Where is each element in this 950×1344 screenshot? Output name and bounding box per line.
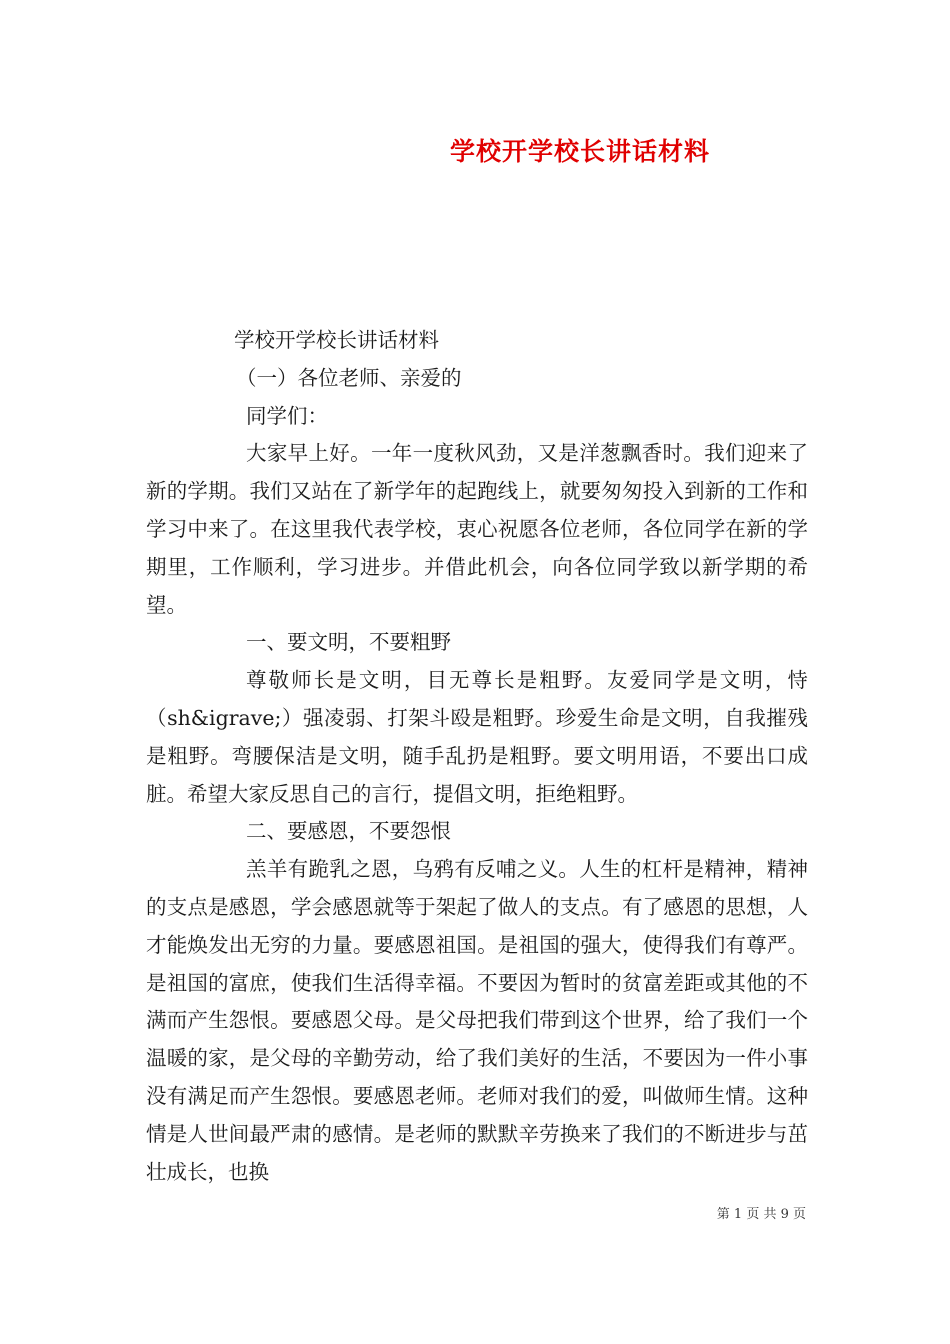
paragraph-intro: 大家早上好。一年一度秋风劲，又是洋葱飘香时。我们迎来了新的学期。我们又站在了新学年的起跑线上，就要匆匆投入到新的工作和学习中来了。在这里我代表学校，衷心祝愿各位老师，各位同学在新的学期里，工作顺利，学习进步。并借此机会，向各位同学致以新学期的希望。 (146, 441, 808, 617)
salutation-line-1: （一）各位老师、亲爱的 (236, 365, 462, 390)
section-1-title: 一、要文明，不要粗野 (246, 630, 451, 655)
page-number: 第 1 页 共 9 页 (716, 1207, 806, 1222)
document-heading: 学校开学校长讲话材料 (234, 328, 439, 352)
page-title: 学校开学校长讲话材料 (449, 137, 710, 166)
salutation-line-2: 同学们： (246, 403, 328, 428)
section-1-body: 尊敬师长是文明，目无尊长是粗野。友爱同学是文明，恃（sh&igrave;）强凌弱、打架斗殴是粗野。珍爱生命是文明，自我摧残是粗野。弯腰保洁是文明，随手乱扔是粗野。要文明用语，不要出口成脏。希望大家反思自己的言行，提倡文明，拒绝粗野。 (146, 668, 808, 806)
document-body (146, 322, 808, 1191)
section-2-body: 羔羊有跪乳之恩，乌鸦有反哺之义。人生的杠杆是精神，精神的支点是感恩，学会感恩就等于架起了做人的支点。有了感恩的思想，人才能焕发出无穷的力量。要感恩祖国。是祖国的强大，使得我们有尊严。是祖国的富庶，使我们生活得幸福。不要因为暂时的贫富差距或其他的不满而产生怨恨。要感恩父母。是父母把我们带到这个世界，给了我们一个温暖的家，是父母的辛勤劳动，给了我们美好的生活，不要因为一件小事没有满足而产生怨恨。要感恩老师。老师对我们的爱，叫做师生情。这种情是人世间最严肃的感情。是老师的默默辛劳换来了我们的不断进步与茁壮成长，也换 (146, 857, 808, 1184)
section-2-title: 二、要感恩，不要怨恨 (246, 819, 451, 844)
